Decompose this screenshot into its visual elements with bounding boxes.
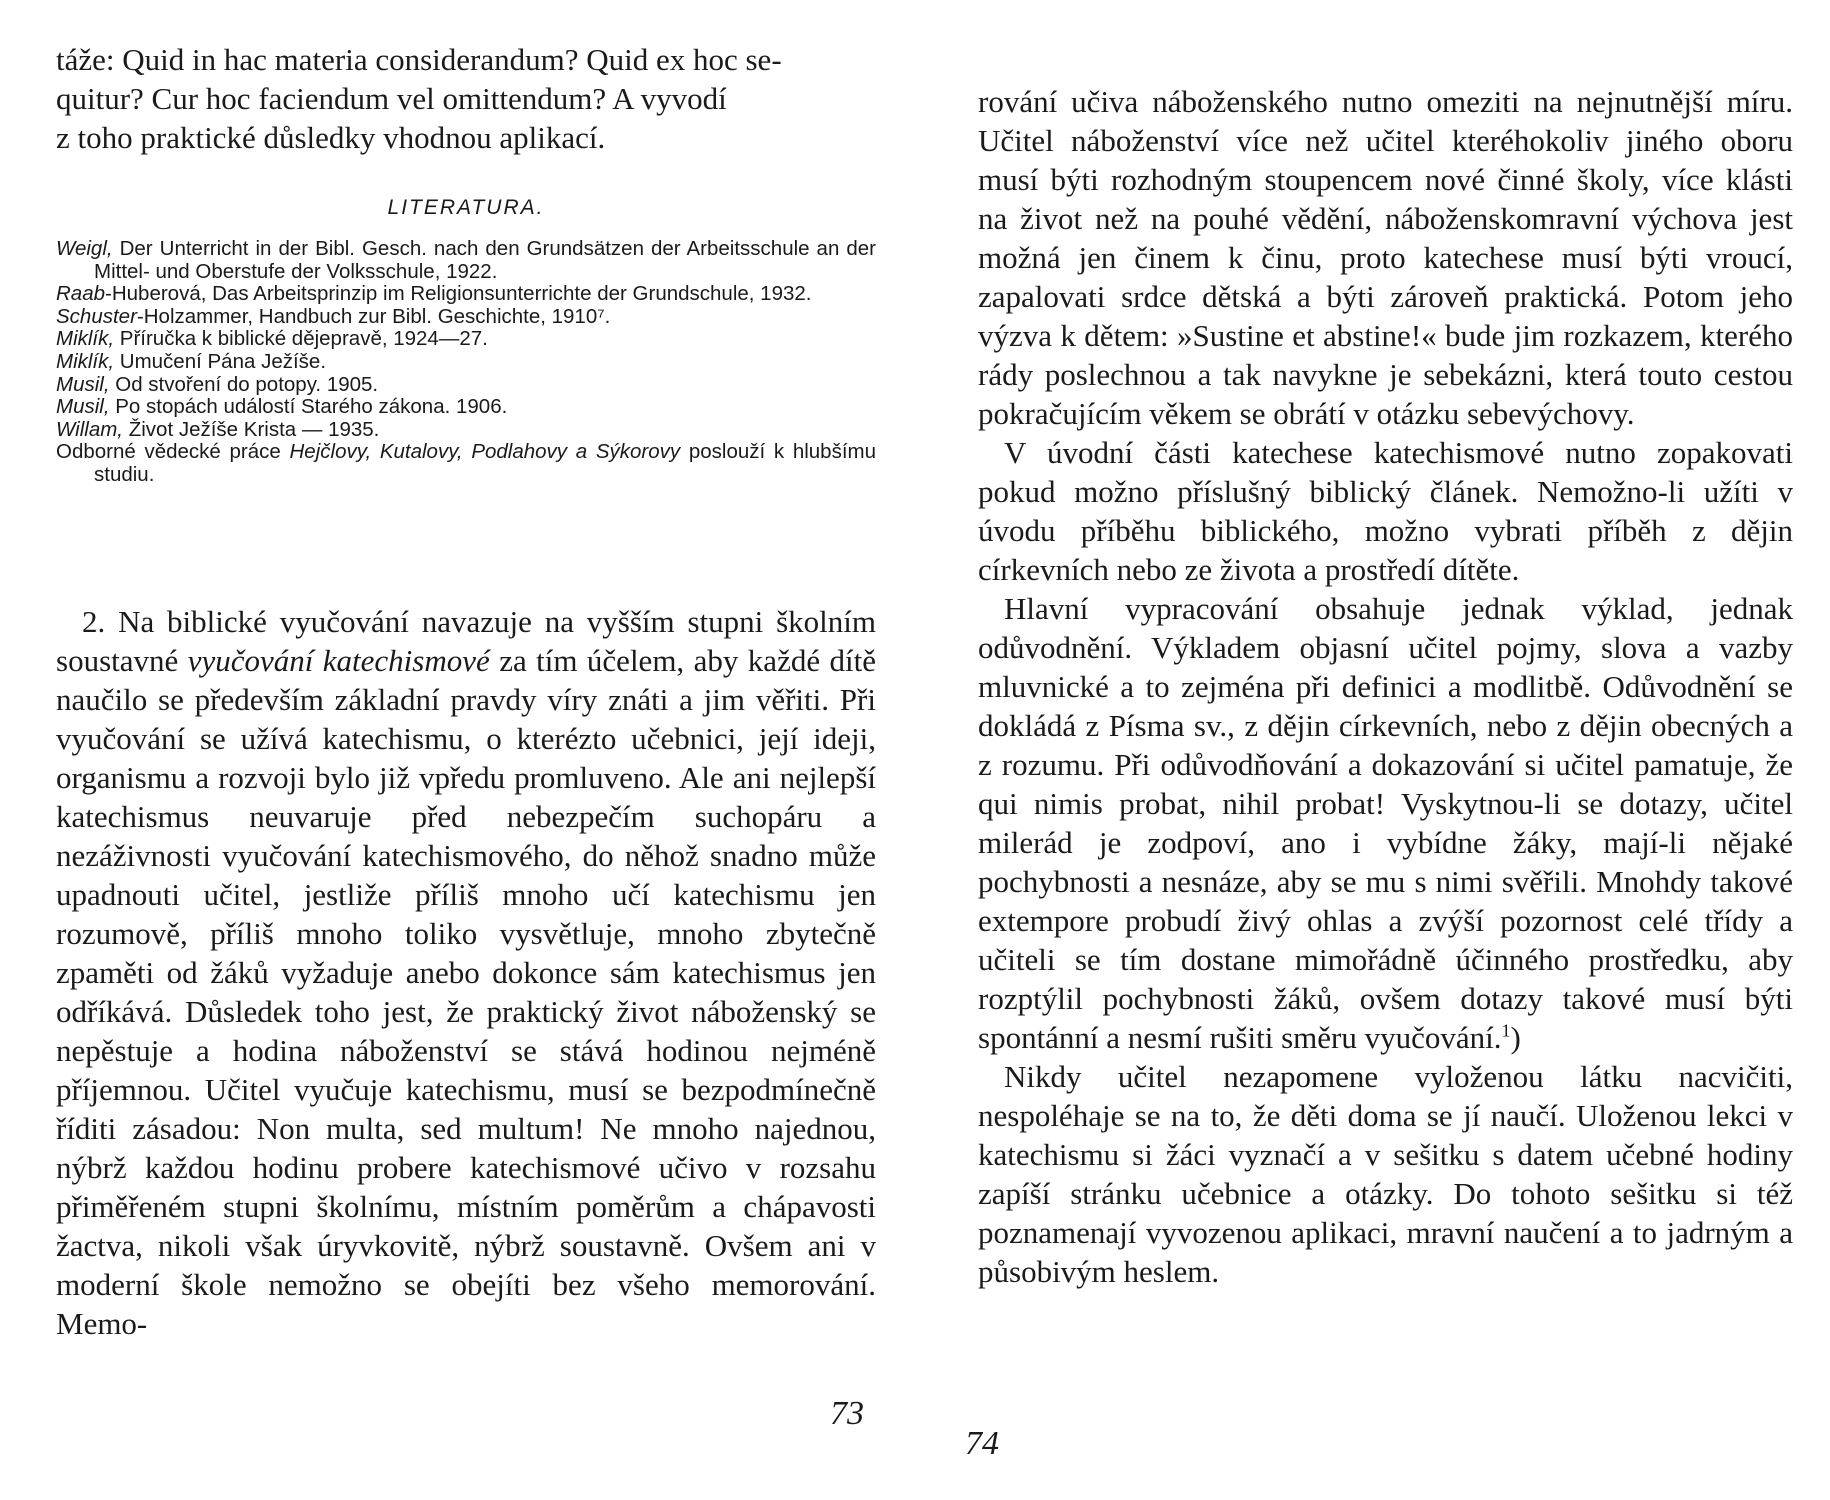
right-page (915, 0, 1830, 1500)
page-number: 73 (830, 1395, 864, 1432)
body-paragraph: Hlavní vypracování obsahuje jednak výklad, jednak odůvodnění. Výkladem objasní učitel pojmy, slova a vazby mluvnické a to zejména při definici a modlitbě. Odůvodnění se dokládá z Písma sv., z dějin církevních, nebo z dějin obecných a z rozumu. Při odůvodňování a dokazování si učitel pamatuje, že qui nimis probat, nihil probat! Vyskytnou-li se dotazy, učitel milerád je zodpoví, ano i vybídne žáky, mají-li nějaké pochybnosti a nesnáze, aby se mu s nimi svěřili. Mnohdy takové extempore probudí živý ohlas a zvýší pozornost celé třídy a učiteli se tím dostane mimořádně účinného prostředku, aby rozptýlil pochybnosti žáků, ovšem dotazy takové musí býti spontánní a nesmí rušiti směru vyučování.$^1$) (978, 591, 1793, 1055)
bibliography-entry: Miklík, Umučení Pána Ježíše. (56, 349, 327, 373)
body-paragraph: Nikdy učitel nezapomene vyloženou látku nacvičiti, nespoléhaje se na to, že děti doma se jí naučí. Uloženou lekci v katechismu si žáci vyznačí a v sešitku s datem učebné hodiny zapíší stránku učebnice a otázky. Do tohoto sešitku si též poznamenají vyvozenou aplikaci, mravní naučení a to jadrným a působivým heslem. (978, 1059, 1793, 1289)
intro-text (56, 40, 876, 157)
bibliography-entry: Miklík, Příručka k biblické dějepravě, 1924—27. (56, 327, 488, 351)
intro-line: táže: Quid in hac materia considerandum? Quid ex hoc se- (56, 42, 782, 77)
bibliography-entry: Weigl, Der Unterricht in der Bibl. Gesch. nach den Grundsätzen der Arbeitsschule an der Mittel- und Oberstufe der Volksschule, 1922. (56, 237, 876, 283)
literature-section (56, 196, 876, 220)
bibliography-entry: Willam, Život Ježíše Krista — 1935. (56, 417, 380, 441)
body-paragraph: rování učiva náboženského nutno omeziti na nejnutnější míru. Učitel náboženství více než učitel kteréhokoliv jiného oboru musí býti rozhodným stoupencem nové činné školy, více klásti na život než na pouhé vědění, náboženskomravní výchova jest možná jen činem k činu, proto katechese musí býti vroucí, zapalovati srdce dětská a býti zároveň praktická. Potom jeho výzva k dětem: »Sustine et abstine!« bude jim rozkazem, kterého rády poslechnou a tak navykne je sebekázni, která touto cestou pokračujícím věkem se obrátí v otázku sebevýchovy. (978, 84, 1793, 431)
page-number: 74 (965, 1425, 999, 1462)
bibliography (56, 238, 876, 487)
body-paragraph: V úvodní části katechese katechismové nutno zopakovati pokud možno příslušný biblický článek. Nemožno-li užíti v úvodu příběhu biblického, možno vybrati příběh z dějin církevních nebo ze života a prostředí dítěte. (978, 435, 1793, 587)
bibliography-entry: Musil, Od stvoření do potopy. 1905. (56, 372, 379, 396)
bibliography-list (56, 238, 876, 487)
literature-heading: LITERATURA. (387, 196, 545, 219)
intro-line: z toho praktické důsledky vhodnou aplikací. (56, 120, 606, 155)
bibliography-entry: Schuster-Holzammer, Handbuch zur Bibl. Geschichte, 1910⁷. (56, 304, 611, 328)
section-2-text (56, 602, 876, 1343)
intro-line: quitur? Cur hoc faciendum vel omittendum? A vyvodí (56, 81, 727, 116)
footnote-mark: 1 (1501, 1020, 1511, 1041)
bibliography-entry: Musil, Po stopách událostí Starého zákona. 1906. (56, 395, 508, 419)
body-paragraph: 2. Na biblické vyučování navazuje na vyšším stupni školním soustavné vyučování katechismové za tím účelem, aby každé dítě naučilo se především základní pravdy víry znáti a jim věřiti. Při vyučování se užívá katechismu, o kterézto učebnici, její ideji, organismu a rozvoji bylo již vpředu promluveno. Ale ani nejlepší katechismus neuvaruje před nebezpečím suchopáru a nezáživnosti vyučování katechismového, do něhož snadno může upadnouti učitel, jestliže příliš mnoho učí katechismu jen rozumově, příliš mnoho toliko vysvětluje, mnoho zbytečně zpaměti od žáků vyžaduje anebo dokonce sám katechismus jen odříkává. Důsledek toho jest, že praktický život náboženský se nepěstuje a hodina náboženství se stává hodinou nejméně příjemnou. Učitel vyučuje katechismu, musí se bezpodmínečně říditi zásadou: Non multa, sed multum! Ne mnoho najednou, nýbrž každou hodinu probere katechismové učivo v rozsahu přiměřeném stupni školnímu, místním poměrům a chápavosti žactva, nikoli však úryvkovitě, nýbrž soustavně. Ovšem ani v moderní škole nemožno se obejíti bez všeho memorování. Memo- (56, 604, 876, 1341)
bibliography-entry: Raab-Huberová, Das Arbeitsprinzip im Religionsunterrichte der Grundschule, 1932. (56, 282, 812, 306)
right-page-text (978, 82, 1793, 1291)
bibliography-entry: Odborné vědecké práce Hejčlovy, Kutalovy, Podlahovy a Sýkorovy poslouží k hlubšímu studiu. (56, 440, 876, 486)
